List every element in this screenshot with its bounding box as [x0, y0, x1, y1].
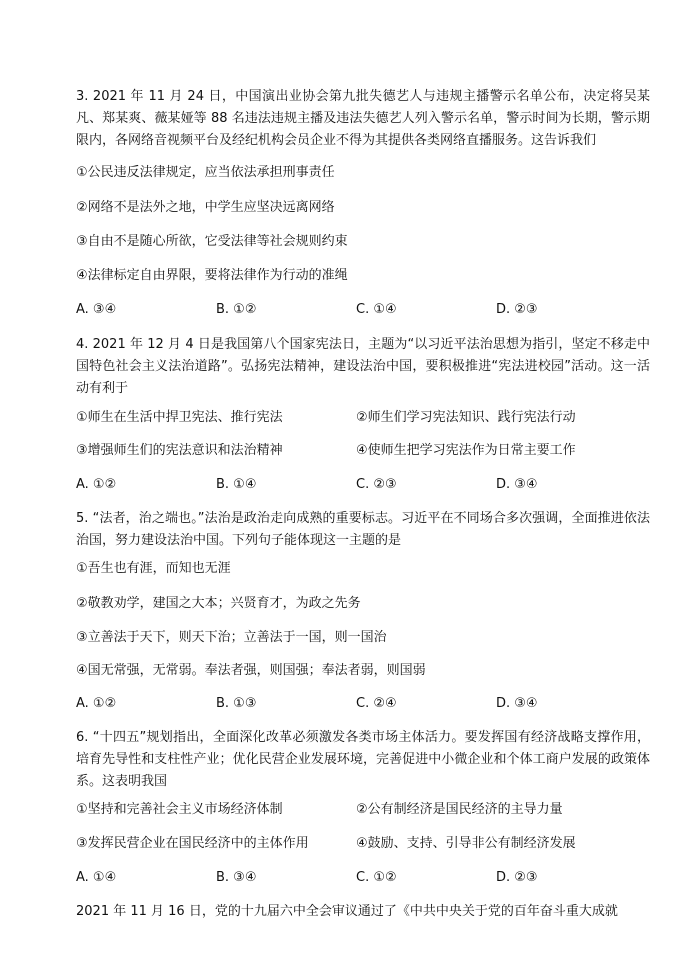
- question-5-option-b: B. ①③: [216, 696, 257, 711]
- question-4-option-a: A. ①②: [76, 477, 117, 492]
- question-5-option-a: A. ①②: [76, 696, 117, 711]
- question-3-option-c: C. ①④: [356, 302, 397, 317]
- question-6-statement-4: ④鼓励、支持、引导非公有制经济发展: [356, 836, 576, 851]
- question-4-option-b: B. ①④: [216, 477, 257, 492]
- question-6-option-d: D. ②③: [496, 870, 538, 885]
- question-3-stem: 3. 2021 年 11 月 24 日，中国演出业协会第九批失德艺人与违规主播警示名单公布，决定将吴某凡、郑某爽、薇某娅等 88 名违法违规主播及违法失德艺人列入警示名单，警示时间为长期，警示期限内，各网络音视频平台及经纪机构会员企业不得为其提供各类网络直播服务。这告诉我们: [76, 89, 650, 148]
- question-3-option-d: D. ②③: [496, 302, 538, 317]
- question-3-option-b: B. ①②: [216, 302, 257, 317]
- question-5-option-c: C. ②④: [356, 696, 397, 711]
- question-4-option-c: C. ②③: [356, 477, 397, 492]
- question-6-statement-3: ③发挥民营企业在国民经济中的主体作用: [76, 836, 309, 851]
- question-3-statement-3: ③自由不是随心所欲，它受法律等社会规则约束: [76, 234, 348, 249]
- question-4-statement-2: ②师生们学习宪法知识、践行宪法行动: [356, 410, 576, 425]
- question-4-statement-3: ③增强师生们的宪法意识和法治精神: [76, 443, 283, 458]
- trailing-paragraph-line: 2021 年 11 月 16 日，党的十九届六中全会审议通过了《中共中央关于党的百年奋斗重大成就: [76, 904, 618, 919]
- question-6-statement-2: ②公有制经济是国民经济的主导力量: [356, 802, 563, 817]
- question-4-option-d: D. ③④: [496, 477, 538, 492]
- question-5-statement-2: ②敬教劝学，建国之大本；兴贤育才，为政之先务: [76, 596, 361, 611]
- question-4-statement-4: ④使师生把学习宪法作为日常主要工作: [356, 443, 576, 458]
- question-3-statement-2: ②网络不是法外之地，中学生应坚决远离网络: [76, 200, 335, 215]
- question-5-statement-3: ③立善法于天下，则天下治；立善法于一国，则一国治: [76, 630, 387, 645]
- question-5-statement-1: ①吾生也有涯，而知也无涯: [76, 561, 231, 576]
- question-6-option-a: A. ①④: [76, 870, 117, 885]
- question-3-statement-1: ①公民违反法律规定，应当依法承担刑事责任: [76, 165, 335, 180]
- question-6-stem: 6. “十四五”规划指出，全面深化改革必须激发各类市场主体活力。要发挥国有经济战略支撑作用，培育先导性和支柱性产业；优化民营企业发展环境，完善促进中小微企业和个体工商户发展的政策体系。这表明我国: [76, 730, 650, 789]
- question-5-stem: 5. “法者，治之端也。”法治是政治走向成熟的重要标志。习近平在不同场合多次强调，全面推进依法治国，努力建设法治中国。下列句子能体现这一主题的是: [76, 511, 650, 548]
- question-4-stem: 4. 2021 年 12 月 4 日是我国第八个国家宪法日，主题为“以习近平法治思想为指引，坚定不移走中国特色社会主义法治道路”。弘扬宪法精神，建设法治中国，要积极推进“宪法进校园”活动。这一活动有利于: [76, 337, 650, 396]
- question-6-option-b: B. ③④: [216, 870, 257, 885]
- question-3-option-a: A. ③④: [76, 302, 117, 317]
- question-6-option-c: C. ①②: [356, 870, 397, 885]
- question-4-statement-1: ①师生在生活中捍卫宪法、推行宪法: [76, 410, 283, 425]
- question-6-statement-1: ①坚持和完善社会主义市场经济体制: [76, 802, 283, 817]
- question-3-statement-4: ④法律标定自由界限，要将法律作为行动的准绳: [76, 268, 348, 283]
- question-5-option-d: D. ③④: [496, 696, 538, 711]
- question-5-statement-4: ④国无常强，无常弱。奉法者强，则国强；奉法者弱，则国弱: [76, 663, 426, 678]
